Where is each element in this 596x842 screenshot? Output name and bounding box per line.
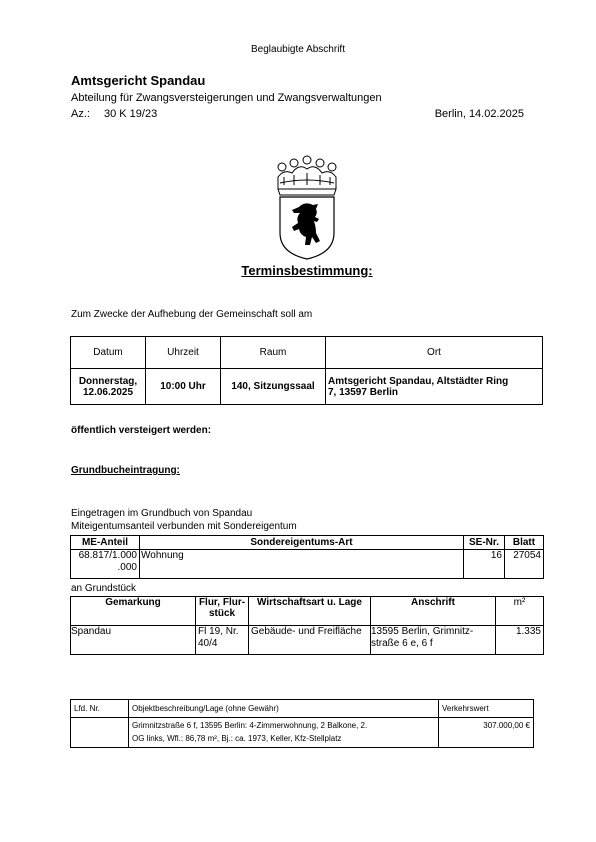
court-name: Amtsgericht Spandau xyxy=(71,73,206,88)
gs-gemarkung-value: Spandau xyxy=(71,626,196,655)
intro-text: Zum Zwecke der Aufhebung der Gemeinschaft soll am xyxy=(71,309,313,320)
me-header-blatt: Blatt xyxy=(505,536,544,550)
gs-header-anschrift: Anschrift xyxy=(371,597,496,626)
me-anteil-value: 68.817/1.000 .000 xyxy=(71,550,140,579)
grundbuch-heading: Grundbucheintragung: xyxy=(71,465,180,476)
gs-header-m2: m² xyxy=(496,597,544,626)
berlin-coat-of-arms-icon xyxy=(272,155,342,260)
share-note: Miteigentumsanteil verbunden mit Sondereigentum xyxy=(71,521,297,532)
auction-note: öffentlich versteigert werden: xyxy=(71,425,212,436)
obj-header-nr: Lfd. Nr. xyxy=(71,700,129,718)
gs-m2-value: 1.335 xyxy=(496,626,544,655)
me-se-nr-value: 16 xyxy=(464,550,505,579)
object-table xyxy=(70,699,534,748)
obj-header-value: Verkehrswert xyxy=(439,700,534,718)
gs-header-wirtschaftsart: Wirtschaftsart u. Lage xyxy=(249,597,371,626)
termin-header-raum: Raum xyxy=(221,337,326,369)
termin-place: Amtsgericht Spandau, Altstädter Ring 7, 13597 Berlin xyxy=(326,369,543,405)
registered-in: Eingetragen im Grundbuch von Spandau xyxy=(71,508,253,519)
me-anteil-table xyxy=(70,535,544,579)
termin-header-datum: Datum xyxy=(71,337,146,369)
termin-table xyxy=(70,336,543,405)
termin-room: 140, Sitzungssaal xyxy=(221,369,326,405)
az-value: 30 K 19/23 xyxy=(104,108,158,120)
me-header-anteil: ME-Anteil xyxy=(71,536,140,550)
termin-time: 10:00 Uhr xyxy=(146,369,221,405)
me-art-value: Wohnung xyxy=(140,550,464,579)
place-date: Berlin, 14.02.2025 xyxy=(434,108,524,120)
department: Abteilung für Zwangsversteigerungen und Zwangsverwaltungen xyxy=(71,92,382,104)
me-header-se-nr: SE-Nr. xyxy=(464,536,505,550)
termin-header-uhrzeit: Uhrzeit xyxy=(146,337,221,369)
obj-desc-value: Grimnitzstraße 6 f, 13595 Berlin: 4-Zimmerwohnung, 2 Balkone, 2. OG links, Wfl.: 86,78 m², Bj.: ca. 1973, Keller, Kfz-Stellplatz xyxy=(129,718,439,748)
obj-value: 307.000,00 € xyxy=(439,718,534,748)
an-grundstueck: an Grundstück xyxy=(71,583,137,594)
obj-nr-value xyxy=(71,718,129,748)
copy-note: Beglaubigte Abschrift xyxy=(251,44,345,55)
gs-wirtschaftsart-value: Gebäude- und Freifläche xyxy=(249,626,371,655)
az-label: Az.: xyxy=(71,108,90,120)
gs-flur-value: Fl 19, Nr. 40/4 xyxy=(196,626,249,655)
termin-date: Donnerstag, 12.06.2025 xyxy=(71,369,146,405)
page-title: Terminsbestimmung: xyxy=(241,263,373,278)
gs-anschrift-value: 13595 Berlin, Grimnitz- straße 6 e, 6 f xyxy=(371,626,496,655)
me-header-art: Sondereigentums-Art xyxy=(140,536,464,550)
termin-header-ort: Ort xyxy=(326,337,543,369)
gs-header-flur: Flur, Flur- stück xyxy=(196,597,249,626)
me-blatt-value: 27054 xyxy=(505,550,544,579)
obj-header-desc: Objektbeschreibung/Lage (ohne Gewähr) xyxy=(129,700,439,718)
grundstueck-table xyxy=(70,596,544,655)
gs-header-gemarkung: Gemarkung xyxy=(71,597,196,626)
